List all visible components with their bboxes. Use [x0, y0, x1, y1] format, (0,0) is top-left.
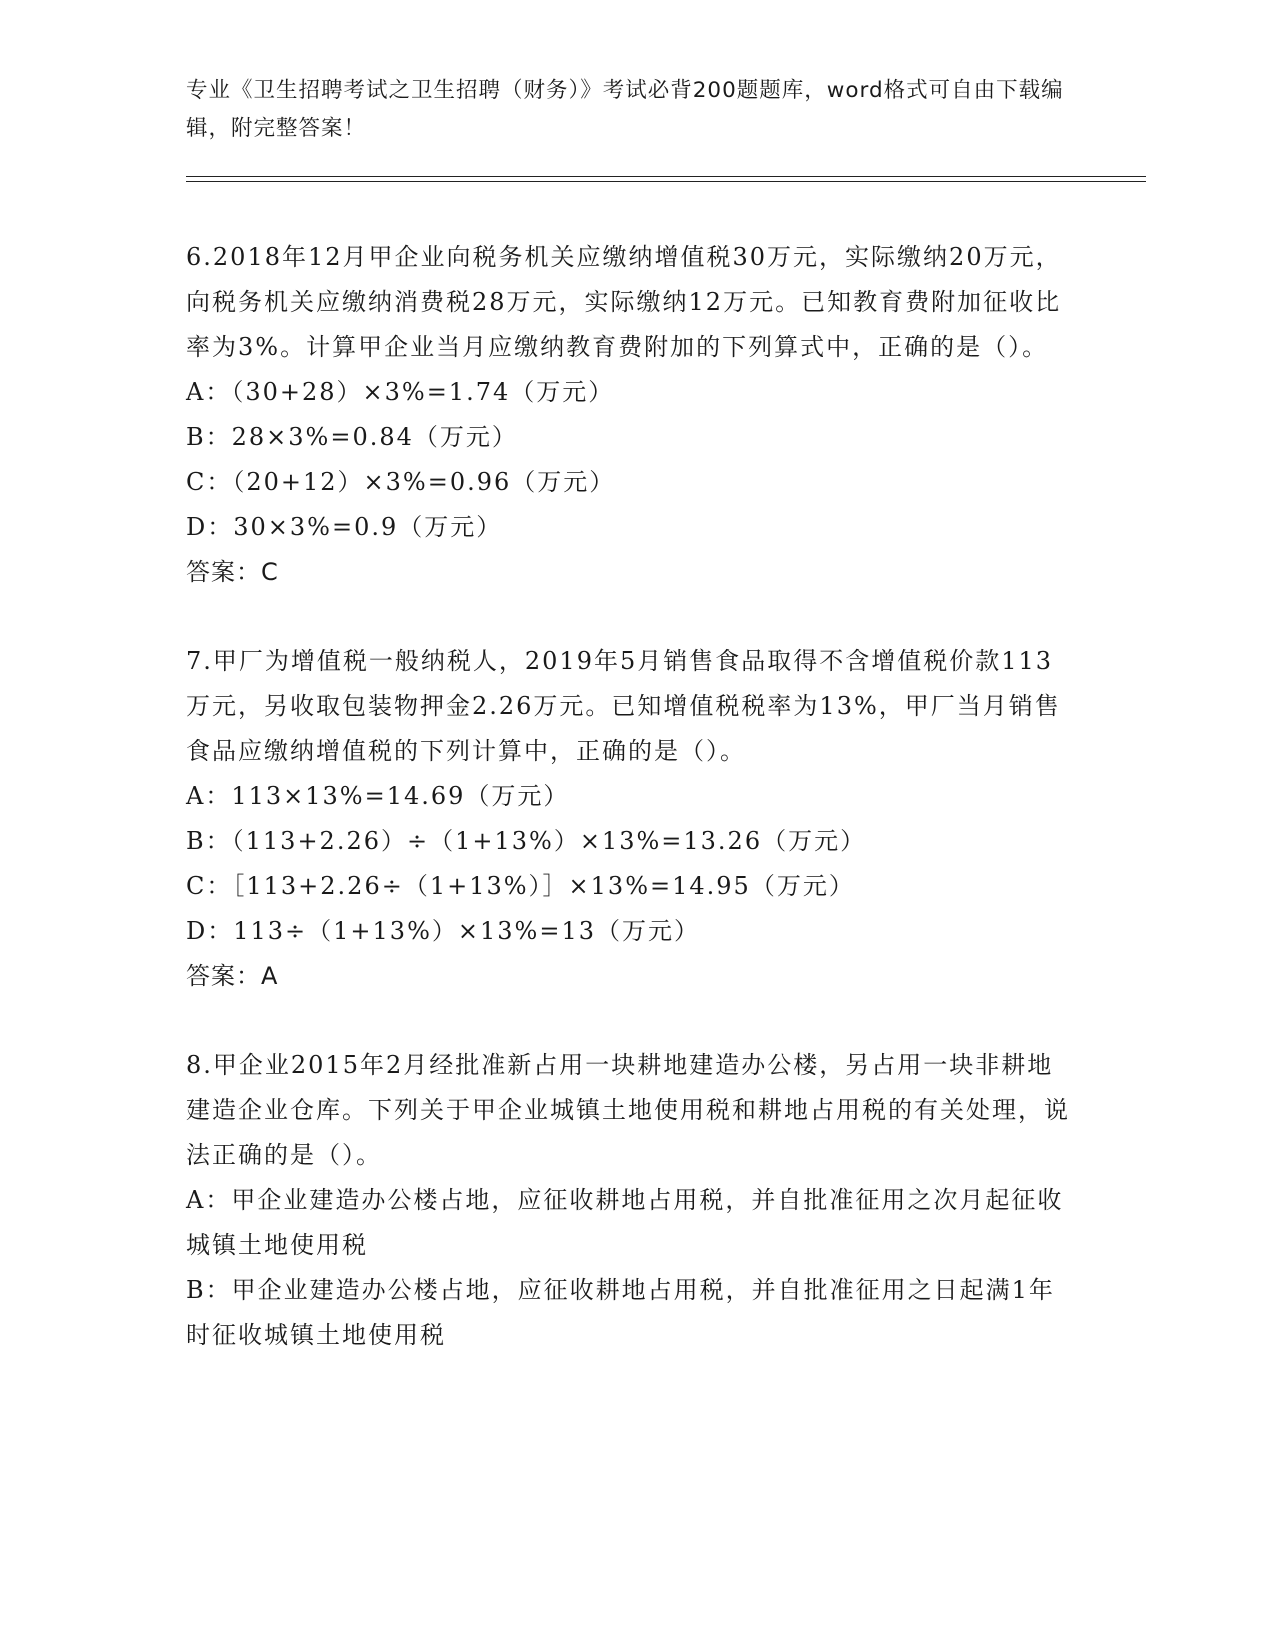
question-stem: 7.甲厂为增值税一般纳税人，2019年5月销售食品取得不含增值税价款113万元，另收取包装物押金2.26万元。已知增值税税率为13%，甲厂当月销售食品应缴纳增值税的下列计算中，正确的是（）。	[186, 647, 1061, 765]
option-c: C：（20+12）×3%=0.96（万元）	[186, 468, 616, 496]
question-6	[186, 235, 1076, 595]
question-7	[186, 639, 1076, 999]
option-b: B：甲企业建造办公楼占地，应征收耕地占用税，并自批准征用之日起满1年时征收城镇土地使用税	[186, 1276, 1055, 1349]
answer-label: 答案：A	[186, 962, 279, 990]
question-list	[186, 235, 1076, 1402]
option-d: D：30×3%=0.9（万元）	[186, 513, 503, 541]
option-b: B：（113+2.26）÷（1+13%）×13%=13.26（万元）	[186, 827, 867, 855]
question-stem: 8.甲企业2015年2月经批准新占用一块耕地建造办公楼，另占用一块非耕地建造企业仓库。下列关于甲企业城镇土地使用税和耕地占用税的有关处理，说法正确的是（）。	[186, 1051, 1070, 1169]
question-stem: 6.2018年12月甲企业向税务机关应缴纳增值税30万元，实际缴纳20万元，向税务机关应缴纳消费税28万元，实际缴纳12万元。已知教育费附加征收比率为3%。计算甲企业当月应缴纳教育费附加的下列算式中，正确的是（）。	[186, 243, 1062, 361]
option-b: B：28×3%=0.84（万元）	[186, 423, 518, 451]
option-a: A：（30+28）×3%=1.74（万元）	[186, 378, 615, 406]
document-header: 专业《卫生招聘考试之卫生招聘（财务）》考试必背200题题库，word格式可自由下载编辑，附完整答案！	[186, 78, 1064, 141]
option-a: A：113×13%=14.69（万元）	[186, 782, 570, 810]
question-8	[186, 1043, 1076, 1358]
header-divider-thick	[186, 176, 1146, 177]
answer-label: 答案：C	[186, 558, 279, 586]
header-divider-thin	[186, 181, 1146, 182]
option-d: D：113÷（1+13%）×13%=13（万元）	[186, 917, 700, 945]
option-a: A：甲企业建造办公楼占地，应征收耕地占用税，并自批准征用之次月起征收城镇土地使用税	[186, 1186, 1064, 1259]
option-c: C：［113+2.26÷（1+13%）］×13%=14.95（万元）	[186, 872, 855, 900]
